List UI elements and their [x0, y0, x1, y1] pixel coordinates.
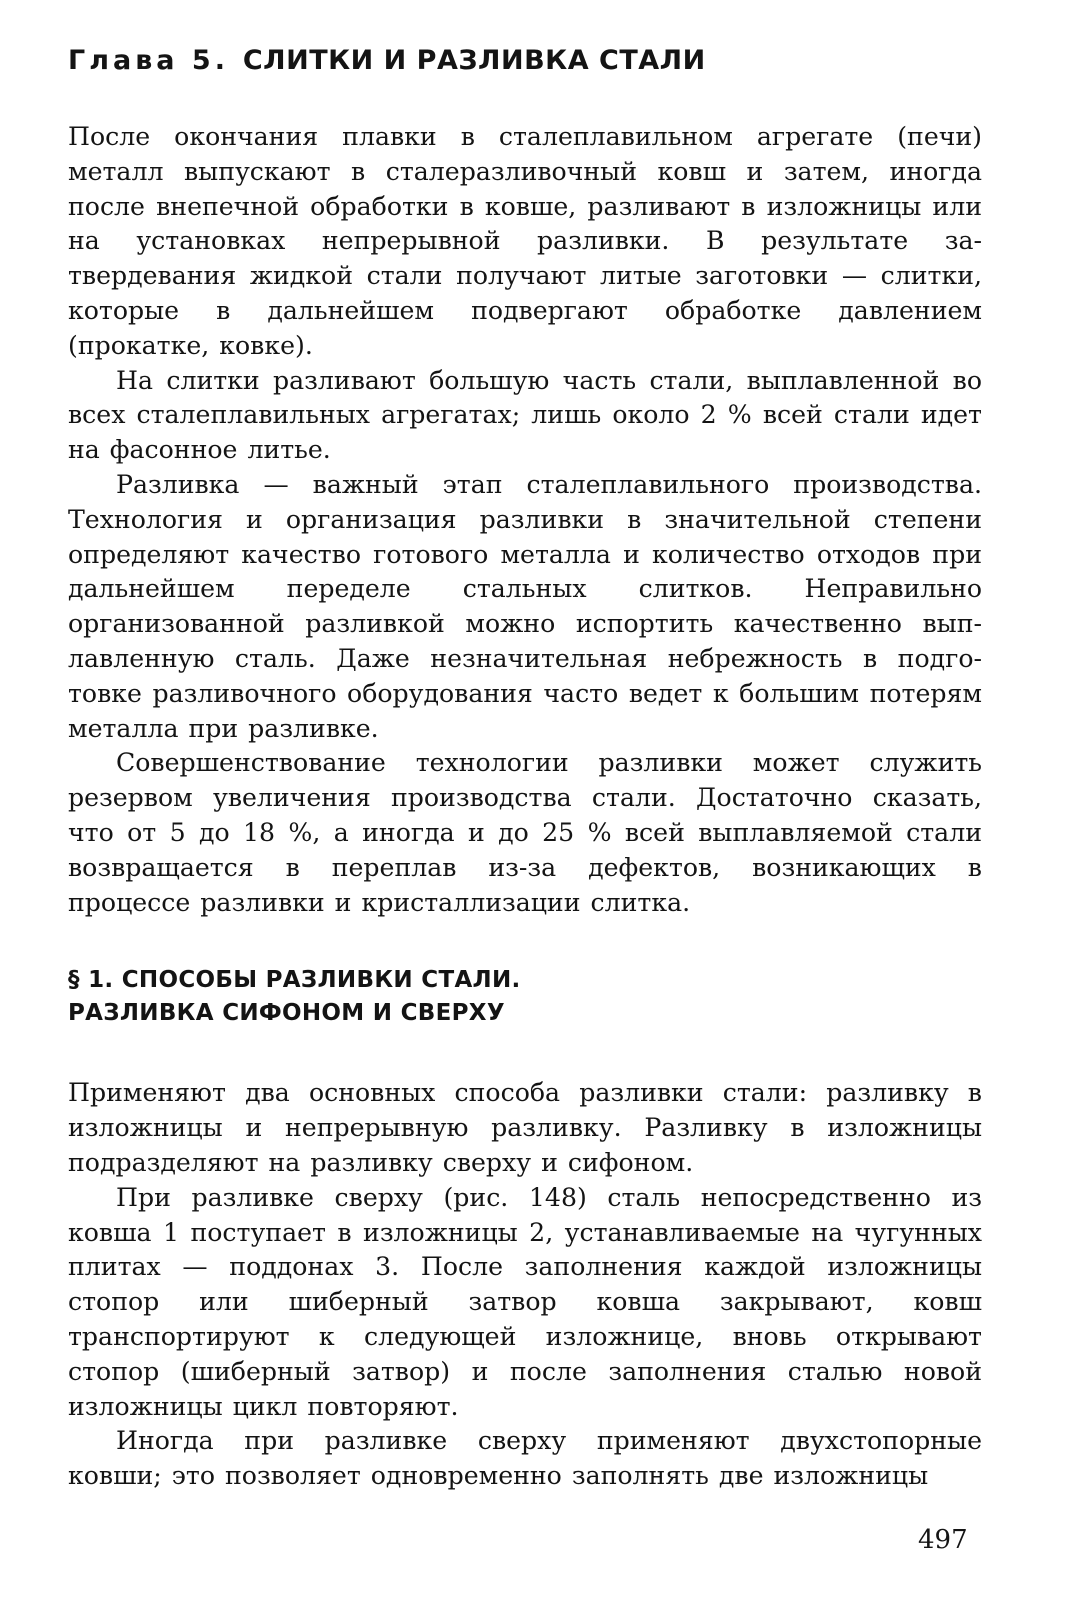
paragraph-7: Иногда при разливке сверху применяют двухстопорные ковши; это позволяет одновременно заполнять две изложницы	[68, 1426, 982, 1491]
section-heading	[68, 964, 982, 1030]
page-number: 497	[918, 1525, 968, 1555]
paragraph-1: После окончания плавки в сталеплавильном агрегате (печи) металл выпускают в сталеразливочный ковш и затем, иногда после внепечной обработки в ковше, разливают в изложницы или на установках непрерывной разливки. В результате затвердевания жидкой стали получают литые заготовки — слитки, которые в дальнейшем подвергают обработке давлением (прокатке, ковке).	[68, 122, 982, 360]
chapter-title-text: СЛИТКИ И РАЗЛИВКА СТАЛИ	[242, 45, 706, 76]
paragraph-2: На слитки разливают большую часть стали, выплавленной во всех сталеплавильных агрегатах; лишь около 2 % всей стали идет на фасонное литье.	[68, 365, 982, 465]
paragraph-6: При разливке сверху (рис. 148) сталь непосредственно из ковша 1 поступает в изложницы 2, устанавливаемые на чугунных плитах — поддонах 3. После заполнения каждой изложницы стопор или шиберный затвор ковша закрывают, ковш транспортируют к следующей изложнице, вновь открывают стопор (шиберный затвор) и после заполнения сталью новой изложницы цикл повторяют.	[68, 1182, 982, 1421]
chapter-lead: Глава 5.	[68, 45, 229, 76]
paragraph-4: Совершенствование технологии разливки может служить резервом увеличения производства стали. Достаточно сказать, что от 5 до 18 %, а иногда и до 25 % всей выплавляемой стали возвращается в переплав из-за дефектов, возникающих в процессе разливки и кристаллизации слитка.	[68, 748, 982, 917]
section-heading-line-2: РАЗЛИВКА СИФОНОМ И СВЕРХУ	[68, 1000, 505, 1027]
section-heading-line-1: § 1. СПОСОБЫ РАЗЛИВКИ СТАЛИ.	[68, 967, 521, 994]
paragraph-5: Применяют два основных способа разливки стали: разливку в изложницы и непрерывную разливку. Разливку в изложницы подразделяют на разливку сверху и сифоном.	[68, 1078, 982, 1177]
chapter-title	[68, 44, 982, 78]
paragraph-3: Разливка — важный этап сталеплавильного производства. Технология и организация разливки в значительной степени определяют качество готового металла и количество отходов при дальнейшем переделе стальных слитков. Неправильно организованной разливкой можно испортить качественно выплавленную сталь. Даже незначительная небрежность в подготовке разливочного оборудования часто ведет к большим потерям металла при разливке.	[68, 469, 982, 743]
book-page	[68, 44, 982, 1494]
